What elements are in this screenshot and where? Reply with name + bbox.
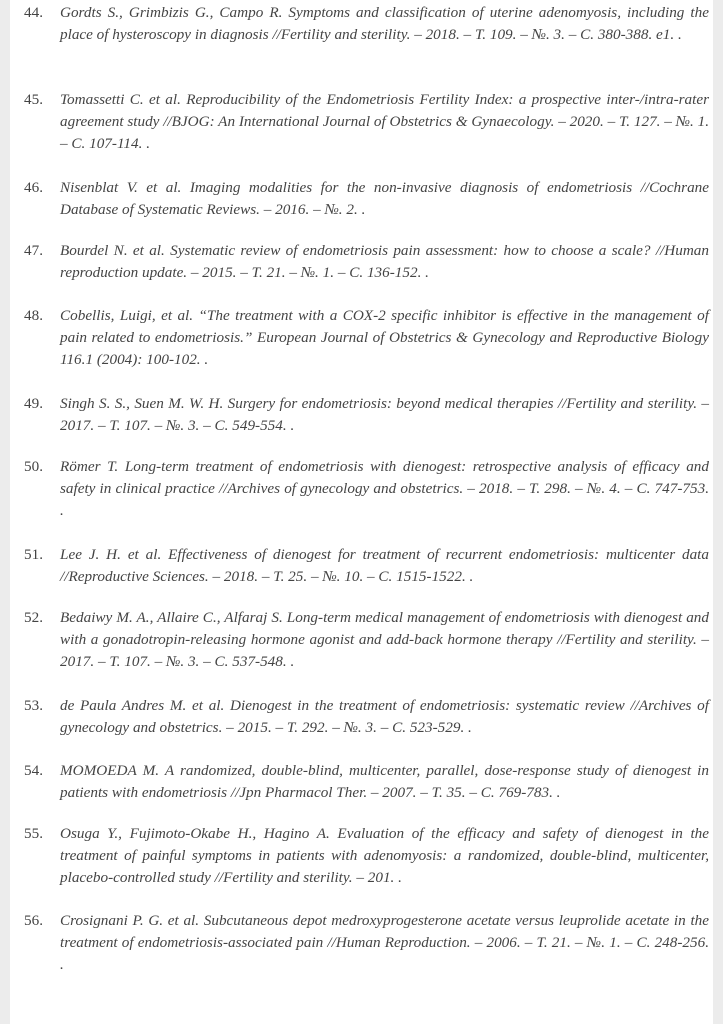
reference-text: Cobellis, Luigi, et al. “The treatment with a COX-2 specific inhibitor is effective in the management of pain related to endometriosis.” European Journal of Obstetrics & Gynecology and Reproductive Biology 116.1 (2004): 100-102. . — [60, 307, 709, 368]
document-page — [10, 0, 713, 1024]
reference-text: Gordts S., Grimbizis G., Campo R. Symptoms and classification of uterine adenomyosis, including the place of hysteroscopy in diagnosis //Fertility and sterility. – 2018. – T. 109. – №. 3. – C. 380-388. e1. . — [60, 4, 709, 43]
reference-number: 53. — [24, 697, 43, 714]
reference-number: 54. — [24, 762, 43, 779]
reference-item — [24, 760, 709, 804]
reference-number: 48. — [24, 307, 43, 324]
reference-number: 45. — [24, 91, 43, 108]
reference-item — [24, 240, 709, 284]
reference-item — [24, 177, 709, 221]
reference-text: MOMOEDA M. A randomized, double-blind, multicenter, parallel, dose-response study of dienogest in patients with endometriosis //Jpn Pharmacol Ther. – 2007. – T. 35. – C. 769-783. . — [60, 762, 709, 801]
reference-number: 52. — [24, 609, 43, 626]
reference-number: 49. — [24, 395, 43, 412]
reference-item — [24, 393, 709, 437]
reference-number: 55. — [24, 825, 43, 842]
reference-text: Tomassetti C. et al. Reproducibility of the Endometriosis Fertility Index: a prospective inter-/intra-rater agreement study //BJOG: An International Journal of Obstetrics & Gynaecology. – 2020. – T. 127. – №. 1. – C. 107-114. . — [60, 91, 709, 152]
reference-text: Singh S. S., Suen M. W. H. Surgery for endometriosis: beyond medical therapies //Fertility and sterility. – 2017. – T. 107. – №. 3. – C. 549-554. . — [60, 395, 709, 434]
reference-item — [24, 544, 709, 588]
reference-number: 46. — [24, 179, 43, 196]
reference-item — [24, 910, 709, 976]
reference-text: Crosignani P. G. et al. Subcutaneous depot medroxyprogesterone acetate versus leuprolide acetate in the treatment of endometriosis-associated pain //Human Reproduction. – 2006. – T. 21. – №. 1. – C. 248-256. . — [60, 912, 709, 973]
reference-number: 47. — [24, 242, 43, 259]
reference-text: Osuga Y., Fujimoto-Okabe H., Hagino A. Evaluation of the efficacy and safety of dienogest in the treatment of painful symptoms in patients with adenomyosis: a randomized, double-blind, multicenter, placebo-controlled study //Fertility and sterility. – 201. . — [60, 825, 709, 886]
reference-item — [24, 695, 709, 739]
reference-item — [24, 305, 709, 371]
reference-number: 51. — [24, 546, 43, 563]
reference-text: de Paula Andres M. et al. Dienogest in the treatment of endometriosis: systematic review //Archives of gynecology and obstetrics. – 2015. – T. 292. – №. 3. – C. 523-529. . — [60, 697, 709, 736]
reference-item — [24, 607, 709, 673]
reference-text: Lee J. H. et al. Effectiveness of dienogest for treatment of recurrent endometriosis: multicenter data //Reproductive Sciences. – 2018. – T. 25. – №. 10. – C. 1515-1522. . — [60, 546, 709, 585]
reference-item — [24, 823, 709, 889]
reference-text: Römer T. Long-term treatment of endometriosis with dienogest: retrospective analysis of efficacy and safety in clinical practice //Archives of gynecology and obstetrics. – 2018. – T. 298. – №. 4. – C. 747-753. . — [60, 458, 709, 519]
reference-item — [24, 89, 709, 155]
reference-item — [24, 2, 709, 46]
reference-item — [24, 456, 709, 522]
reference-number: 44. — [24, 4, 43, 21]
reference-number: 50. — [24, 458, 43, 475]
reference-text: Bedaiwy M. A., Allaire C., Alfaraj S. Long-term medical management of endometriosis with dienogest and with a gonadotropin-releasing hormone agonist and add-back hormone therapy //Fertility and sterility. – 2017. – T. 107. – №. 3. – C. 537-548. . — [60, 609, 709, 670]
reference-number: 56. — [24, 912, 43, 929]
reference-text: Bourdel N. et al. Systematic review of endometriosis pain assessment: how to choose a scale? //Human reproduction update. – 2015. – T. 21. – №. 1. – C. 136-152. . — [60, 242, 709, 281]
reference-text: Nisenblat V. et al. Imaging modalities for the non-invasive diagnosis of endometriosis //Cochrane Database of Systematic Reviews. – 2016. – №. 2. . — [60, 179, 709, 218]
